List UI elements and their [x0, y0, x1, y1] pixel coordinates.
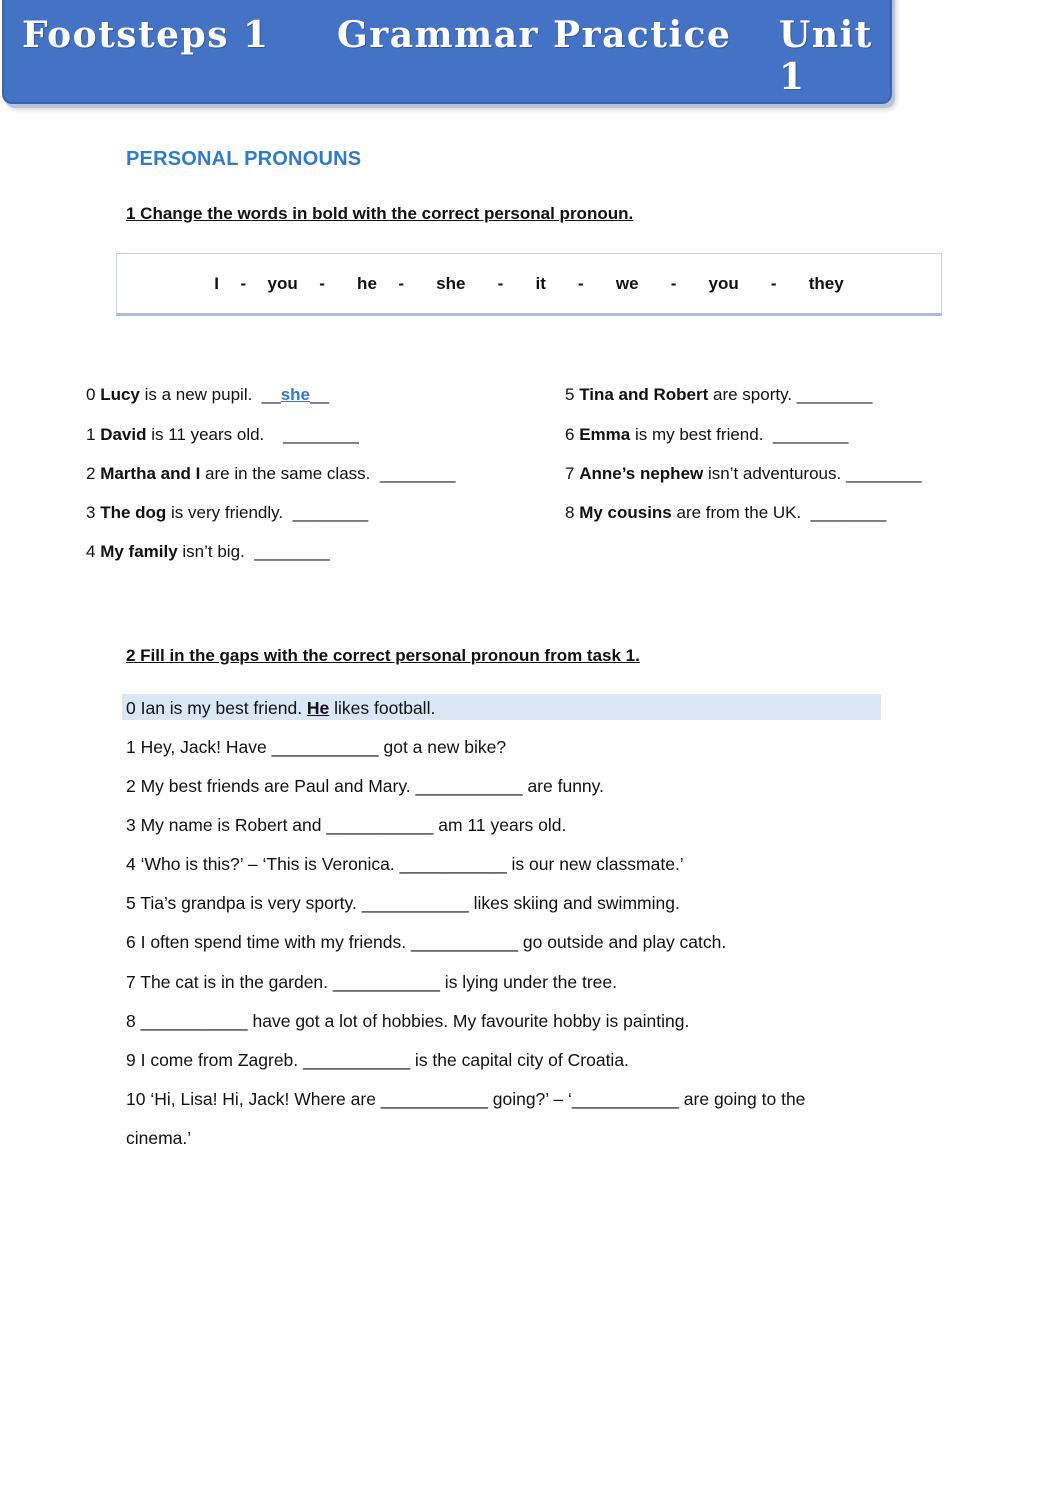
task1-item: 3 The dog is very friendly. ________: [86, 503, 369, 522]
task2-title: 2 Fill in the gaps with the correct personal pronoun from task 1.: [126, 646, 640, 665]
task2-item: 9 I come from Zagreb. ___________ is the capital city of Croatia.: [126, 1050, 629, 1070]
task2-item: 2 My best friends are Paul and Mary. ___________ are funny.: [126, 776, 604, 796]
task1-item: 6 Emma is my best friend. ________: [565, 425, 849, 444]
task2-item: 3 My name is Robert and ___________ am 11 years old.: [126, 815, 567, 835]
task1-item: 5 Tina and Robert are sporty. ________: [565, 385, 873, 404]
task1-item: 4 My family isn’t big. ________: [86, 542, 330, 561]
task2-item: cinema.’: [126, 1128, 192, 1148]
header-series-title: Footsteps 1: [22, 14, 270, 56]
header-section-title: Grammar Practice: [337, 14, 732, 56]
task2-item: 10 ‘Hi, Lisa! Hi, Jack! Where are ___________ going?’ – ‘___________ are going to the: [126, 1089, 806, 1109]
task2-item: 6 I often spend time with my friends. ___________ go outside and play catch.: [126, 932, 727, 952]
task2-item: 8 ___________ have got a lot of hobbies. My favourite hobby is painting.: [126, 1011, 690, 1031]
header-banner: [2, 0, 892, 104]
task1-item: 2 Martha and I are in the same class. ________: [86, 464, 456, 483]
page-heading: PERSONAL PRONOUNS: [126, 148, 362, 170]
task2-item: 4 ‘Who is this?’ – ‘This is Veronica. ___________ is our new classmate.’: [126, 854, 684, 874]
task1-item: 7 Anne’s nephew isn’t adventurous. ________: [565, 464, 922, 483]
task2-item: 5 Tia’s grandpa is very sporty. ___________ likes skiing and swimming.: [126, 893, 680, 913]
pronoun-word-box: I - you - he - she - it - we - you - they: [116, 253, 942, 316]
example-answer: she: [280, 385, 310, 404]
header-unit-label: Unit 1: [779, 14, 873, 98]
task2-item: 1 Hey, Jack! Have ___________ got a new bike?: [126, 737, 507, 757]
task2-item: 7 The cat is in the garden. ___________ is lying under the tree.: [126, 972, 617, 992]
task1-item: 0 Lucy is a new pupil. __she__: [86, 385, 329, 404]
task2-example: 0 Ian is my best friend. He likes football.: [126, 698, 436, 718]
task2-example-answer: He: [306, 698, 330, 718]
task1-item: 8 My cousins are from the UK. ________: [565, 503, 887, 522]
task1-title: 1 Change the words in bold with the correct personal pronoun.: [126, 204, 634, 223]
task1-item: 1 David is 11 years old. ________: [86, 425, 359, 444]
